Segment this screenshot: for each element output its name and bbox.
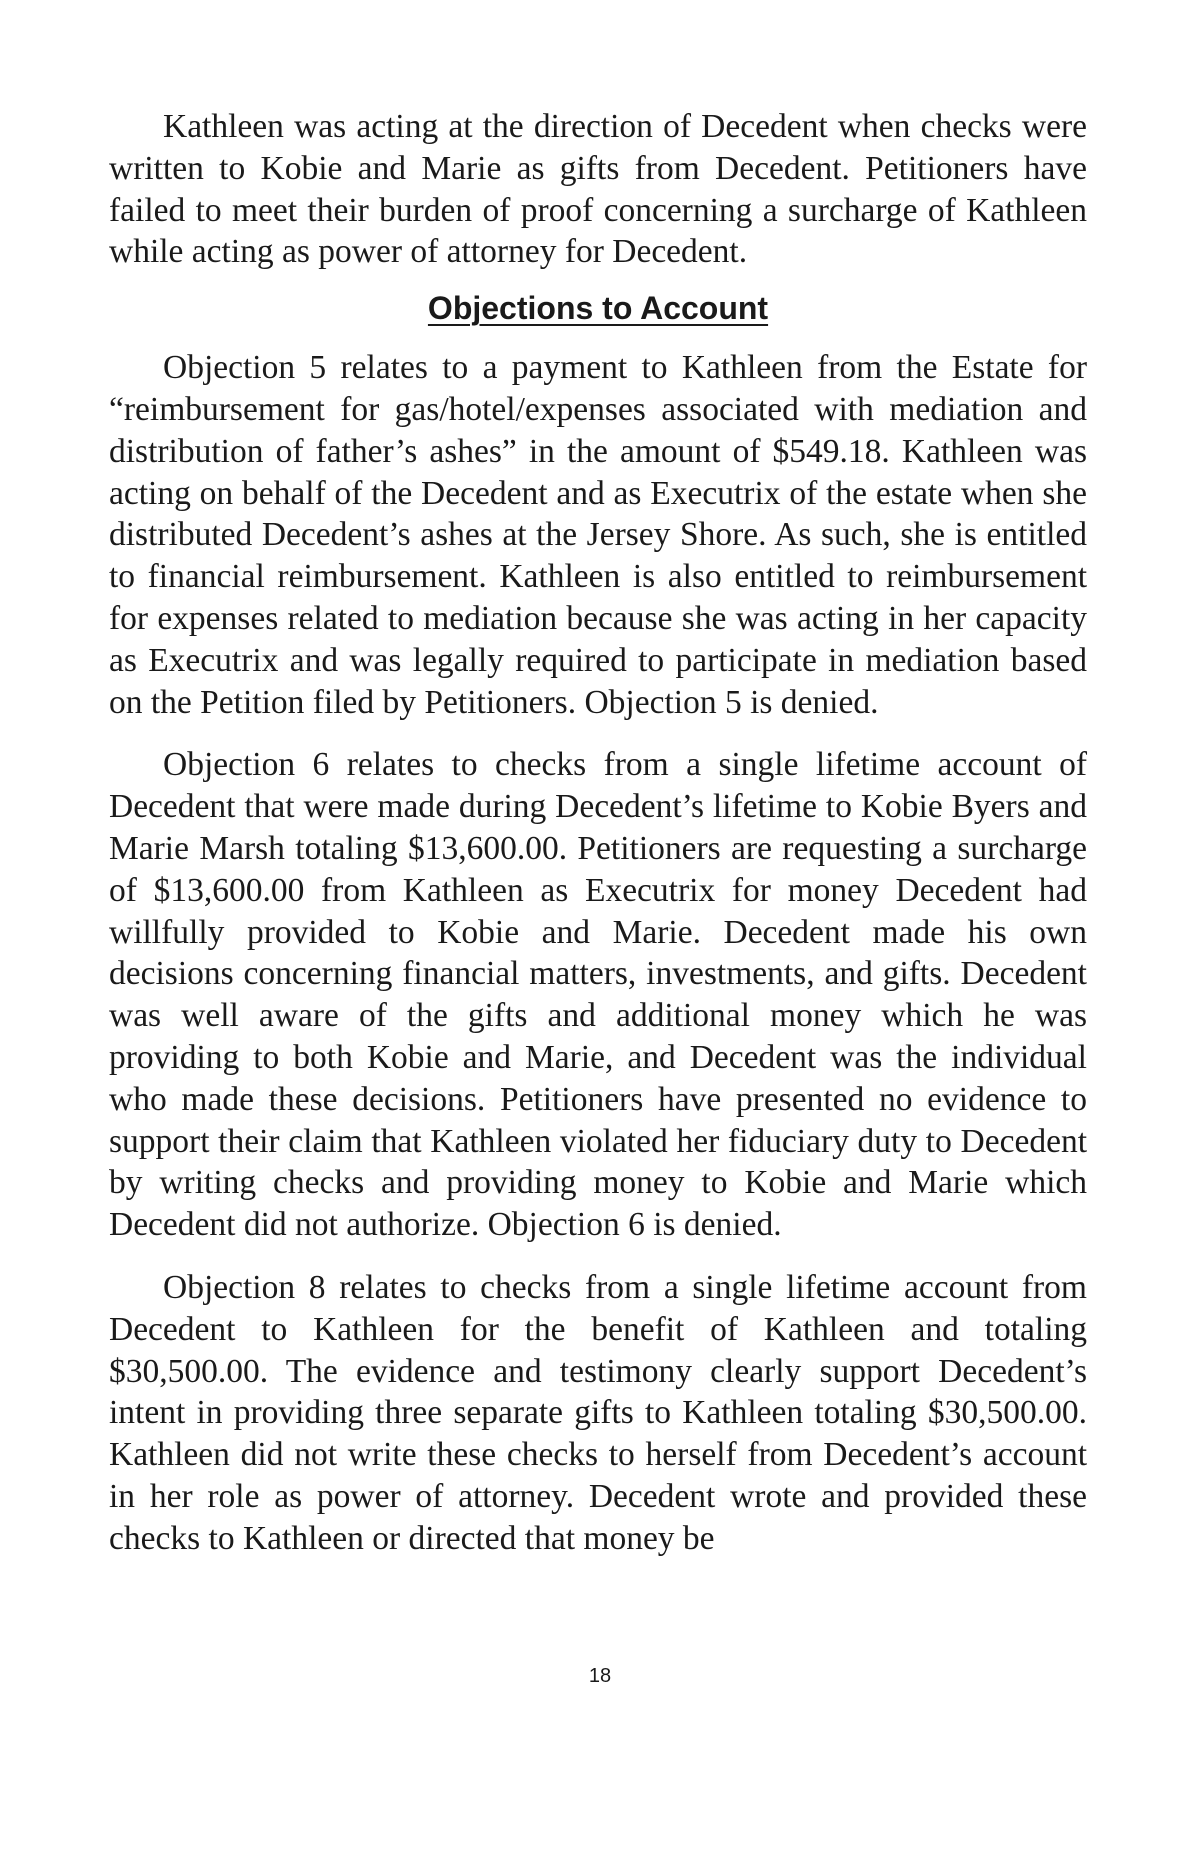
paragraph-objection-8: Objection 8 relates to checks from a single lifetime account from Decedent to Kathleen for the benefit of Kathleen and totaling $30,500.00. The evidence and testimony clearly support Decedent’s intent in providing three separate gifts to Kathleen totaling $30,500.00. Kathleen did not write these checks to herself from Decedent’s account in her role as power of attorney. Decedent wrote and provided these checks to Kathleen or directed that money be bbox=[109, 1268, 1087, 1557]
page-number: 18 bbox=[588, 1665, 612, 1687]
paragraph-gifts-conclusion: Kathleen was acting at the direction of Decedent when checks were written to Kobie and Marie as gifts from Decedent. Petitioners have failed to meet their burden of proof concerning a surcharge of Kathleen while acting as power of attorney for Decedent. bbox=[109, 108, 1087, 271]
paragraph-objection-5: Objection 5 relates to a payment to Kathleen from the Estate for “reimbursement for gas/hotel/expenses associated with mediation and distribution of father’s ashes” in the amount of $549.18. Kathleen was acting on behalf of the Decedent and as Executrix of the estate when she distributed Decedent’s ashes at the Jersey Shore. As such, she is entitled to financial reimbursement. Kathleen is also entitled to reimbursement for expenses related to mediation because she was acting in her capacity as Executrix and was legally required to participate in mediation based on the Petition filed by Petitioners. Objection 5 is denied. bbox=[109, 349, 1087, 721]
body-text bbox=[109, 106, 1087, 1560]
paragraph-objection-6: Objection 6 relates to checks from a single lifetime account of Decedent that were made during Decedent’s lifetime to Kobie Byers and Marie Marsh totaling $13,600.00. Petitioners are requesting a surcharge of $13,600.00 from Kathleen as Executrix for money Decedent had willfully provided to Kobie and Marie. Decedent made his own decisions concerning financial matters, investments, and gifts. Decedent was well aware of the gifts and additional money which he was providing to both Kobie and Marie, and Decedent was the individual who made these decisions. Petitioners have presented no evidence to support their claim that Kathleen violated her fiduciary duty to Decedent by writing checks and providing money to Kobie and Marie which Decedent did not authorize. Objection 6 is denied. bbox=[109, 746, 1087, 1244]
section-heading: Objections to Account bbox=[427, 290, 769, 327]
